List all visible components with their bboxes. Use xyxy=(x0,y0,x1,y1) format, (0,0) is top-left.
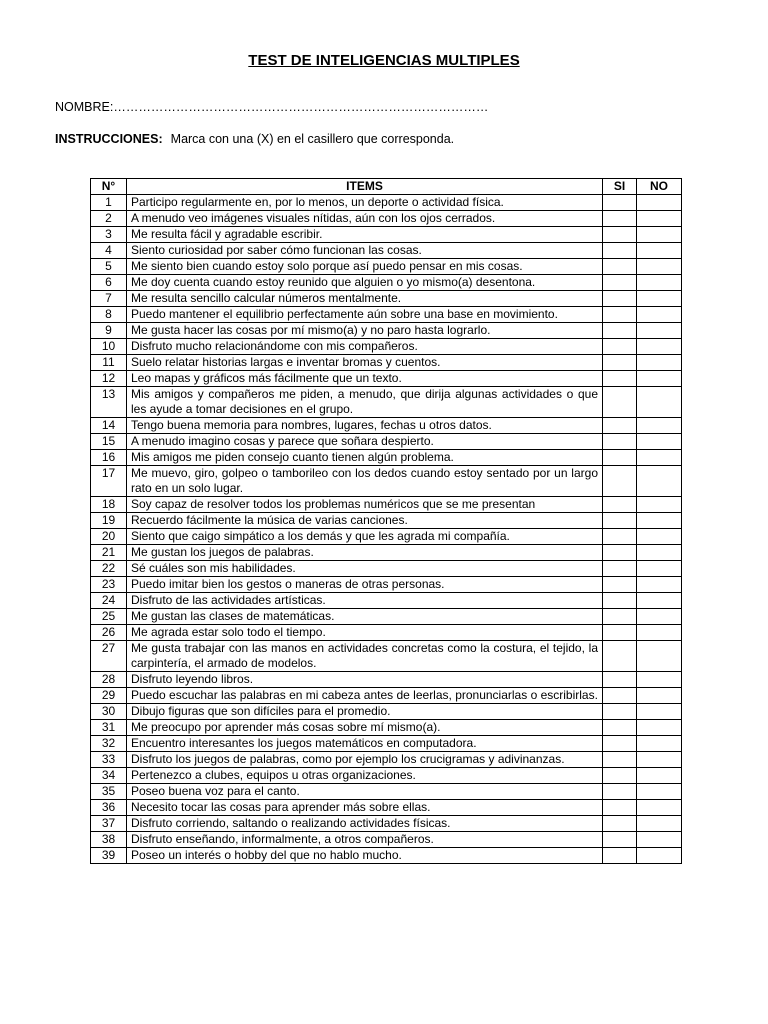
table-row xyxy=(91,577,682,593)
table-row xyxy=(91,784,682,800)
table-row xyxy=(91,768,682,784)
si-checkbox-cell[interactable] xyxy=(603,800,637,816)
instructions-label: INSTRUCCIONES: xyxy=(55,132,163,146)
no-checkbox-cell[interactable] xyxy=(637,243,682,259)
item-text: Puedo mantener el equilibrio perfectamente aún sobre una base en movimiento. xyxy=(127,307,603,323)
table-row xyxy=(91,450,682,466)
table-row xyxy=(91,641,682,672)
table-row xyxy=(91,704,682,720)
no-checkbox-cell[interactable] xyxy=(637,848,682,864)
item-number: 27 xyxy=(91,641,127,672)
instructions-text: Marca con una (X) en el casillero que corresponda. xyxy=(170,132,455,146)
si-checkbox-cell[interactable] xyxy=(603,704,637,720)
item-number: 8 xyxy=(91,307,127,323)
table-row xyxy=(91,371,682,387)
item-text: Necesito tocar las cosas para aprender más sobre ellas. xyxy=(127,800,603,816)
table-row xyxy=(91,323,682,339)
table-row xyxy=(91,243,682,259)
si-checkbox-cell[interactable] xyxy=(603,371,637,387)
table-row xyxy=(91,355,682,371)
table-row xyxy=(91,816,682,832)
table-row xyxy=(91,195,682,211)
si-checkbox-cell[interactable] xyxy=(603,275,637,291)
si-checkbox-cell[interactable] xyxy=(603,323,637,339)
table-row xyxy=(91,688,682,704)
no-checkbox-cell[interactable] xyxy=(637,513,682,529)
si-checkbox-cell[interactable] xyxy=(603,387,637,418)
si-checkbox-cell[interactable] xyxy=(603,720,637,736)
no-checkbox-cell[interactable] xyxy=(637,355,682,371)
no-checkbox-cell[interactable] xyxy=(637,466,682,497)
item-number: 15 xyxy=(91,434,127,450)
item-number: 2 xyxy=(91,211,127,227)
table-row xyxy=(91,672,682,688)
no-checkbox-cell[interactable] xyxy=(637,609,682,625)
instructions xyxy=(55,132,454,146)
item-number: 16 xyxy=(91,450,127,466)
header-items: ITEMS xyxy=(127,179,603,195)
table-row xyxy=(91,752,682,768)
item-number: 4 xyxy=(91,243,127,259)
table-header-row xyxy=(91,179,682,195)
si-checkbox-cell[interactable] xyxy=(603,259,637,275)
table-row xyxy=(91,736,682,752)
si-checkbox-cell[interactable] xyxy=(603,577,637,593)
si-checkbox-cell[interactable] xyxy=(603,211,637,227)
item-text: Me gustan las clases de matemáticas. xyxy=(127,609,603,625)
no-checkbox-cell[interactable] xyxy=(637,800,682,816)
item-text: Me gusta trabajar con las manos en actividades concretas como la costura, el tejido, la carpintería, el armado de modelos. xyxy=(127,641,603,672)
item-number: 9 xyxy=(91,323,127,339)
table-row xyxy=(91,434,682,450)
si-checkbox-cell[interactable] xyxy=(603,513,637,529)
item-number: 28 xyxy=(91,672,127,688)
item-text: Pertenezco a clubes, equipos u otras organizaciones. xyxy=(127,768,603,784)
no-checkbox-cell[interactable] xyxy=(637,577,682,593)
no-checkbox-cell[interactable] xyxy=(637,387,682,418)
si-checkbox-cell[interactable] xyxy=(603,355,637,371)
item-number: 39 xyxy=(91,848,127,864)
si-checkbox-cell[interactable] xyxy=(603,243,637,259)
item-text: A menudo veo imágenes visuales nítidas, aún con los ojos cerrados. xyxy=(127,211,603,227)
item-text: Me preocupo por aprender más cosas sobre mí mismo(a). xyxy=(127,720,603,736)
no-checkbox-cell[interactable] xyxy=(637,434,682,450)
item-text: Siento curiosidad por saber cómo funcionan las cosas. xyxy=(127,243,603,259)
no-checkbox-cell[interactable] xyxy=(637,211,682,227)
item-text: Me muevo, giro, golpeo o tamborileo con los dedos cuando estoy sentado por un largo rato en un solo lugar. xyxy=(127,466,603,497)
table-row xyxy=(91,418,682,434)
item-number: 11 xyxy=(91,355,127,371)
item-number: 32 xyxy=(91,736,127,752)
name-field-label: NOMBRE:……………………………………………………………………………… xyxy=(55,100,489,114)
si-checkbox-cell[interactable] xyxy=(603,497,637,513)
item-number: 14 xyxy=(91,418,127,434)
si-checkbox-cell[interactable] xyxy=(603,450,637,466)
si-checkbox-cell[interactable] xyxy=(603,418,637,434)
si-checkbox-cell[interactable] xyxy=(603,752,637,768)
no-checkbox-cell[interactable] xyxy=(637,704,682,720)
si-checkbox-cell[interactable] xyxy=(603,609,637,625)
no-checkbox-cell[interactable] xyxy=(637,736,682,752)
no-checkbox-cell[interactable] xyxy=(637,227,682,243)
table-row xyxy=(91,387,682,418)
table-row xyxy=(91,211,682,227)
no-checkbox-cell[interactable] xyxy=(637,371,682,387)
si-checkbox-cell[interactable] xyxy=(603,291,637,307)
no-checkbox-cell[interactable] xyxy=(637,545,682,561)
item-text: Suelo relatar historias largas e inventar bromas y cuentos. xyxy=(127,355,603,371)
item-number: 6 xyxy=(91,275,127,291)
item-text: Mis amigos y compañeros me piden, a menudo, que dirija algunas actividades o que les ayude a tomar decisiones en el grupo. xyxy=(127,387,603,418)
item-text: Dibujo figuras que son difíciles para el promedio. xyxy=(127,704,603,720)
item-number: 20 xyxy=(91,529,127,545)
si-checkbox-cell[interactable] xyxy=(603,848,637,864)
no-checkbox-cell[interactable] xyxy=(637,768,682,784)
item-number: 12 xyxy=(91,371,127,387)
table-row xyxy=(91,545,682,561)
no-checkbox-cell[interactable] xyxy=(637,688,682,704)
no-checkbox-cell[interactable] xyxy=(637,641,682,672)
item-text: Sé cuáles son mis habilidades. xyxy=(127,561,603,577)
item-number: 25 xyxy=(91,609,127,625)
no-checkbox-cell[interactable] xyxy=(637,418,682,434)
item-text: Tengo buena memoria para nombres, lugares, fechas u otros datos. xyxy=(127,418,603,434)
si-checkbox-cell[interactable] xyxy=(603,625,637,641)
si-checkbox-cell[interactable] xyxy=(603,768,637,784)
table-row xyxy=(91,259,682,275)
si-checkbox-cell[interactable] xyxy=(603,832,637,848)
item-text: Me resulta fácil y agradable escribir. xyxy=(127,227,603,243)
item-number: 35 xyxy=(91,784,127,800)
item-number: 1 xyxy=(91,195,127,211)
table-row xyxy=(91,307,682,323)
no-checkbox-cell[interactable] xyxy=(637,497,682,513)
item-number: 29 xyxy=(91,688,127,704)
item-number: 5 xyxy=(91,259,127,275)
table-row xyxy=(91,227,682,243)
item-text: Puedo escuchar las palabras en mi cabeza antes de leerlas, pronunciarlas o escribirlas. xyxy=(127,688,603,704)
si-checkbox-cell[interactable] xyxy=(603,545,637,561)
si-checkbox-cell[interactable] xyxy=(603,561,637,577)
no-checkbox-cell[interactable] xyxy=(637,816,682,832)
table-row xyxy=(91,720,682,736)
item-text: Disfruto corriendo, saltando o realizando actividades físicas. xyxy=(127,816,603,832)
item-number: 13 xyxy=(91,387,127,418)
si-checkbox-cell[interactable] xyxy=(603,816,637,832)
no-checkbox-cell[interactable] xyxy=(637,259,682,275)
item-number: 23 xyxy=(91,577,127,593)
item-text: Disfruto los juegos de palabras, como por ejemplo los crucigramas y adivinanzas. xyxy=(127,752,603,768)
si-checkbox-cell[interactable] xyxy=(603,529,637,545)
header-si: SI xyxy=(603,179,637,195)
no-checkbox-cell[interactable] xyxy=(637,672,682,688)
item-number: 17 xyxy=(91,466,127,497)
item-text: Me doy cuenta cuando estoy reunido que alguien o yo mismo(a) desentona. xyxy=(127,275,603,291)
no-checkbox-cell[interactable] xyxy=(637,195,682,211)
table-row xyxy=(91,275,682,291)
si-checkbox-cell[interactable] xyxy=(603,434,637,450)
item-number: 19 xyxy=(91,513,127,529)
item-text: Siento que caigo simpático a los demás y que les agrada mi compañía. xyxy=(127,529,603,545)
table-row xyxy=(91,291,682,307)
item-text: Disfruto leyendo libros. xyxy=(127,672,603,688)
item-text: Poseo un interés o hobby del que no hablo mucho. xyxy=(127,848,603,864)
no-checkbox-cell[interactable] xyxy=(637,291,682,307)
no-checkbox-cell[interactable] xyxy=(637,275,682,291)
si-checkbox-cell[interactable] xyxy=(603,641,637,672)
no-checkbox-cell[interactable] xyxy=(637,529,682,545)
no-checkbox-cell[interactable] xyxy=(637,625,682,641)
item-text: Encuentro interesantes los juegos matemáticos en computadora. xyxy=(127,736,603,752)
no-checkbox-cell[interactable] xyxy=(637,784,682,800)
item-text: Me gusta hacer las cosas por mí mismo(a) y no paro hasta lograrlo. xyxy=(127,323,603,339)
no-checkbox-cell[interactable] xyxy=(637,450,682,466)
si-checkbox-cell[interactable] xyxy=(603,784,637,800)
item-text: Disfruto de las actividades artísticas. xyxy=(127,593,603,609)
item-number: 3 xyxy=(91,227,127,243)
no-checkbox-cell[interactable] xyxy=(637,561,682,577)
si-checkbox-cell[interactable] xyxy=(603,736,637,752)
si-checkbox-cell[interactable] xyxy=(603,307,637,323)
item-number: 10 xyxy=(91,339,127,355)
item-text: Me agrada estar solo todo el tiempo. xyxy=(127,625,603,641)
item-text: A menudo imagino cosas y parece que soñara despierto. xyxy=(127,434,603,450)
table-row xyxy=(91,625,682,641)
item-text: Soy capaz de resolver todos los problemas numéricos que se me presentan xyxy=(127,497,603,513)
item-text: Me siento bien cuando estoy solo porque así puedo pensar en mis cosas. xyxy=(127,259,603,275)
no-checkbox-cell[interactable] xyxy=(637,752,682,768)
si-checkbox-cell[interactable] xyxy=(603,688,637,704)
item-text: Me gustan los juegos de palabras. xyxy=(127,545,603,561)
si-checkbox-cell[interactable] xyxy=(603,466,637,497)
item-number: 21 xyxy=(91,545,127,561)
item-text: Poseo buena voz para el canto. xyxy=(127,784,603,800)
table-row xyxy=(91,339,682,355)
table-row xyxy=(91,513,682,529)
item-number: 36 xyxy=(91,800,127,816)
item-text: Leo mapas y gráficos más fácilmente que un texto. xyxy=(127,371,603,387)
item-number: 33 xyxy=(91,752,127,768)
document-title: TEST DE INTELIGENCIAS MULTIPLES xyxy=(248,52,520,69)
header-number: N° xyxy=(91,179,127,195)
si-checkbox-cell[interactable] xyxy=(603,227,637,243)
no-checkbox-cell[interactable] xyxy=(637,720,682,736)
item-number: 24 xyxy=(91,593,127,609)
table-row xyxy=(91,497,682,513)
item-text: Disfruto enseñando, informalmente, a otros compañeros. xyxy=(127,832,603,848)
item-number: 7 xyxy=(91,291,127,307)
item-number: 22 xyxy=(91,561,127,577)
si-checkbox-cell[interactable] xyxy=(603,593,637,609)
si-checkbox-cell[interactable] xyxy=(603,195,637,211)
item-number: 34 xyxy=(91,768,127,784)
no-checkbox-cell[interactable] xyxy=(637,832,682,848)
table-row xyxy=(91,848,682,864)
item-number: 37 xyxy=(91,816,127,832)
item-text: Me resulta sencillo calcular números mentalmente. xyxy=(127,291,603,307)
item-number: 18 xyxy=(91,497,127,513)
table-row xyxy=(91,466,682,497)
questionnaire-table xyxy=(90,178,682,864)
si-checkbox-cell[interactable] xyxy=(603,672,637,688)
table-row xyxy=(91,609,682,625)
item-number: 30 xyxy=(91,704,127,720)
item-text: Mis amigos me piden consejo cuanto tienen algún problema. xyxy=(127,450,603,466)
table-row xyxy=(91,593,682,609)
item-text: Recuerdo fácilmente la música de varias canciones. xyxy=(127,513,603,529)
table-row xyxy=(91,529,682,545)
table-row xyxy=(91,832,682,848)
item-number: 31 xyxy=(91,720,127,736)
no-checkbox-cell[interactable] xyxy=(637,323,682,339)
item-text: Participo regularmente en, por lo menos, un deporte o actividad física. xyxy=(127,195,603,211)
si-checkbox-cell[interactable] xyxy=(603,339,637,355)
item-text: Puedo imitar bien los gestos o maneras de otras personas. xyxy=(127,577,603,593)
header-no: NO xyxy=(637,179,682,195)
no-checkbox-cell[interactable] xyxy=(637,593,682,609)
item-text: Disfruto mucho relacionándome con mis compañeros. xyxy=(127,339,603,355)
item-number: 26 xyxy=(91,625,127,641)
no-checkbox-cell[interactable] xyxy=(637,307,682,323)
item-number: 38 xyxy=(91,832,127,848)
no-checkbox-cell[interactable] xyxy=(637,339,682,355)
table-row xyxy=(91,800,682,816)
table-row xyxy=(91,561,682,577)
